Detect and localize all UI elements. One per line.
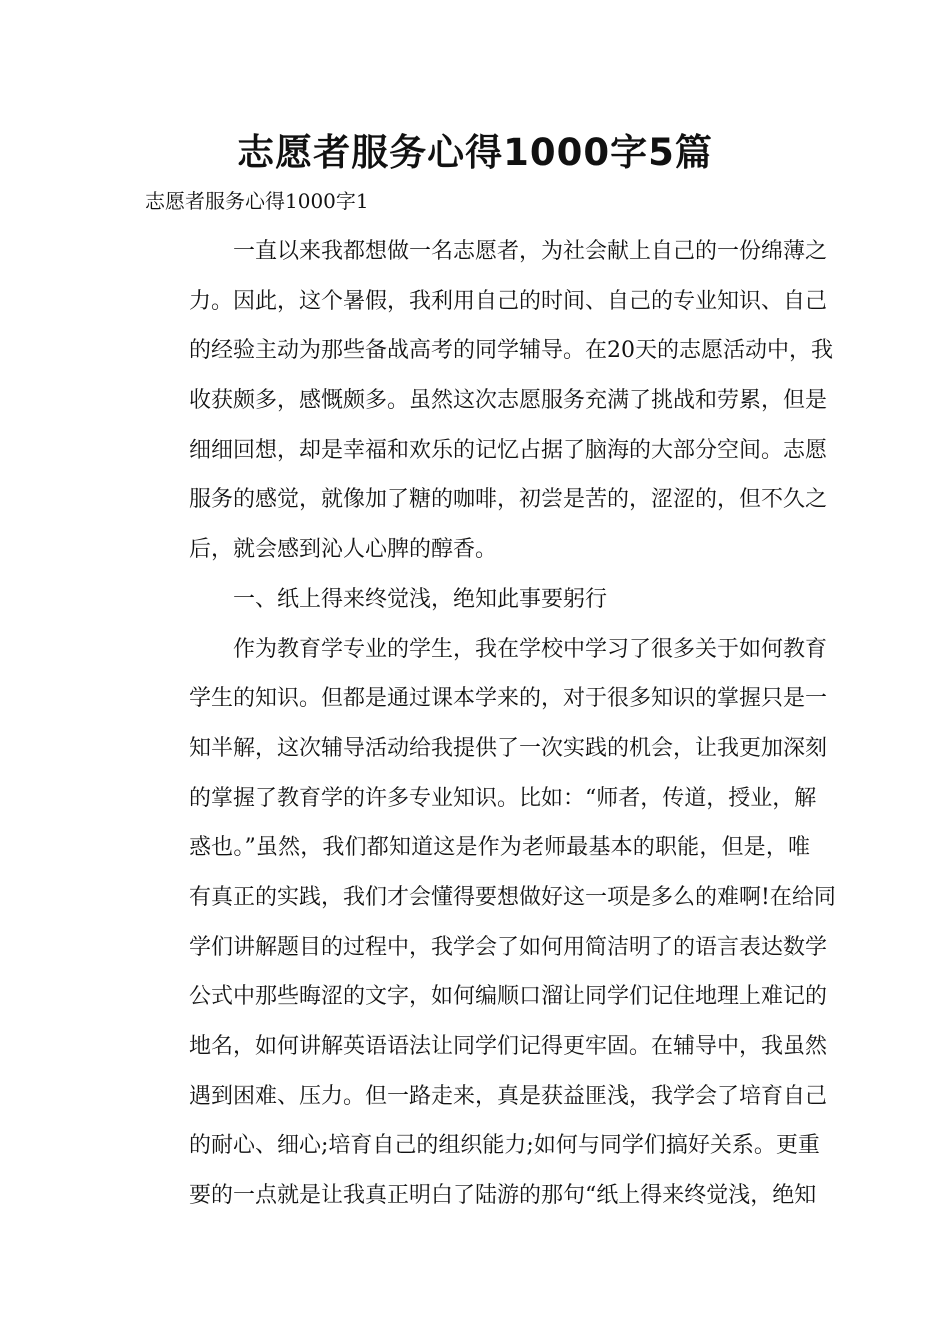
text-line: 知半解，这次辅导活动给我提供了一次实践的机会，让我更加深刻 — [189, 735, 828, 761]
paragraph-section-one — [145, 625, 836, 1221]
text-line: 地名，如何讲解英语语法让同学们记得更牢固。在辅导中，我虽然 — [189, 1034, 828, 1059]
text-line: 的耐心、细心;培育自己的组织能力;如何与同学们搞好关系。更重 — [189, 1133, 820, 1159]
text-line: 的经验主动为那些备战高考的同学辅导。在20天的志愿活动中，我 — [189, 338, 833, 364]
document-subtitle: 志愿者服务心得1000字1 — [145, 189, 369, 213]
text-line: 遇到困难、压力。但一路走来，真是获益匪浅，我学会了培育自己 — [189, 1083, 828, 1109]
text-line: 有真正的实践，我们才会懂得要想做好这一项是多么的难啊!在给同 — [189, 884, 836, 910]
text-line: 一直以来我都想做一名志愿者，为社会献上自己的一份绵薄之 — [233, 239, 828, 264]
document-body — [145, 227, 836, 1221]
text-line: 一、纸上得来终觉浅，绝知此事要躬行 — [233, 586, 608, 612]
text-line: 收获颇多，感慨颇多。虽然这次志愿服务充满了挑战和劳累，但是 — [189, 388, 828, 414]
paragraph-intro — [145, 227, 833, 575]
text-line: 细细回想，却是幸福和欢乐的记忆占据了脑海的大部分空间。志愿 — [189, 437, 828, 463]
section-heading — [145, 575, 810, 625]
text-line: 力。因此，这个暑假，我利用自己的时间、自己的专业知识、自己 — [189, 288, 828, 314]
text-line: 公式中那些晦涩的文字，如何编顺口溜让同学们记住地理上难记的 — [189, 984, 828, 1010]
text-line: 后，就会感到沁人心脾的醇香。 — [189, 537, 498, 563]
text-line: 的掌握了教育学的许多专业知识。比如：“师者，传道，授业，解 — [189, 785, 817, 811]
text-line: 要的一点就是让我真正明白了陆游的那句“纸上得来终觉浅，绝知 — [189, 1183, 817, 1209]
text-line: 作为教育学专业的学生，我在学校中学习了很多关于如何教育 — [233, 636, 828, 662]
document-title: 志愿者服务心得1000字5篇 — [237, 131, 713, 174]
text-line: 学们讲解题目的过程中，我学会了如何用简洁明了的语言表达数学 — [189, 934, 828, 960]
text-line: 惑也。”虽然，我们都知道这是作为老师最基本的职能，但是，唯 — [189, 835, 810, 861]
text-line: 学生的知识。但都是通过课本学来的，对于很多知识的掌握只是一 — [189, 686, 828, 712]
text-line: 服务的感觉，就像加了糖的咖啡，初尝是苦的，涩涩的，但不久之 — [189, 487, 828, 513]
